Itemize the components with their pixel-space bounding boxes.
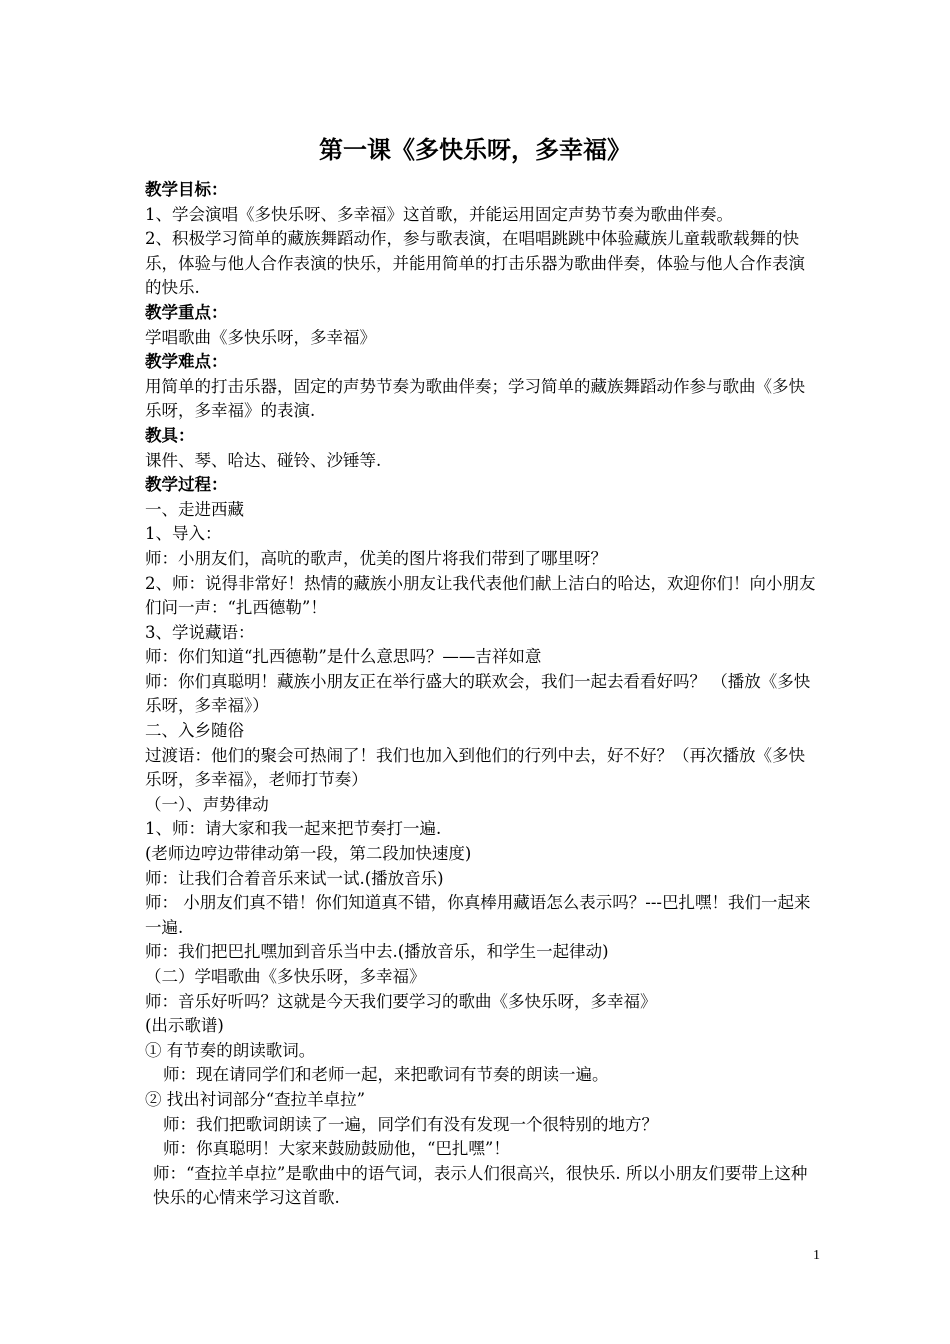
goal-2: 2、积极学习简单的藏族舞蹈动作，参与歌表演，在唱唱跳跳中体验藏族儿童载歌载舞的快乐，体验与他人合作表演的快乐，并能用简单的打击乐器为歌曲伴奏，体验与他人合作表演的快乐. (145, 229, 805, 298)
process-line: (老师边哼边带律动第一段，第二段加快速度) (145, 844, 472, 864)
process-line: 1、导入： (145, 524, 222, 544)
process-line: 师：你真聪明！大家来鼓励鼓励他，“巴扎嘿”！ (163, 1139, 510, 1159)
process-line: 3、学说藏语： (145, 622, 255, 642)
process-line: （二）学唱歌曲《多快乐呀，多幸福》 (145, 967, 426, 986)
process-line: 师：“查拉羊卓拉”是歌曲中的语气词，表示人们很高兴，很快乐. 所以小朋友们要带上这种快乐的心情来学习这首歌. (153, 1163, 808, 1208)
process-line: ① 有节奏的朗读歌词。 (145, 1040, 316, 1060)
tools-heading: 教具： (145, 425, 195, 445)
process-line: （一）、声势律动 (145, 794, 269, 814)
process-line: 师：小朋友们，高吭的歌声，优美的图片将我们带到了哪里呀？ (145, 548, 607, 568)
process-line: 师：你们真聪明！藏族小朋友正在举行盛大的联欢会，我们一起去看看好吗？ （播放《多快乐呀，多幸福》） (145, 671, 811, 716)
process-line: 2、师：说得非常好！热情的藏族小朋友让我代表他们献上洁白的哈达，欢迎你们！向小朋友们问一声：“扎西德勒”！ (145, 573, 816, 618)
goals-heading: 教学目标： (145, 180, 228, 199)
process-line: 师：音乐好听吗？这就是今天我们要学习的歌曲《多快乐呀，多幸福》 (145, 991, 657, 1011)
focus-heading: 教学重点： (145, 302, 228, 322)
process-line: 一、走进西藏 (145, 499, 244, 519)
process-line: (出示歌谱) (145, 1016, 224, 1036)
process-heading: 教学过程： (145, 475, 228, 495)
goal-1: 1、学会演唱《多快乐呀、多幸福》这首歌，并能运用固定声势节奏为歌曲伴奏。 (145, 204, 733, 224)
difficulty-text: 用简单的打击乐器，固定的声势节奏为歌曲伴奏；学习简单的藏族舞蹈动作参与歌曲《多快乐呀，多幸福》的表演. (145, 376, 805, 421)
process-line: 师：现在请同学们和老师一起，来把歌词有节奏的朗读一遍。 (163, 1065, 609, 1085)
page-number: 1 (813, 1248, 820, 1263)
process-line: 师： 小朋友们真不错！你们知道真不错，你真棒用藏语怎么表示吗？---巴扎嘿！我们一起来一遍. (145, 893, 811, 937)
process-line: 二、入乡随俗 (145, 721, 244, 741)
process-line: 师：我们把歌词朗读了一遍，同学们有没有发现一个很特别的地方？ (163, 1114, 658, 1134)
process-line: 1、师：请大家和我一起来把节奏打一遍. (145, 819, 442, 839)
process-line: ② 找出衬词部分“查拉羊卓拉” (145, 1089, 366, 1109)
focus-text: 学唱歌曲《多快乐呀，多幸福》 (145, 327, 376, 347)
difficulty-heading: 教学难点： (145, 352, 228, 372)
process-line: 过渡语：他们的聚会可热闹了！我们也加入到他们的行列中去，好不好？（再次播放《多快乐呀，多幸福》，老师打节奏） (145, 745, 805, 790)
tools-text: 课件、琴、哈达、碰铃、沙锤等. (145, 450, 382, 470)
page-title: 第一课《多快乐呀，多幸福》 (319, 136, 631, 164)
document-body (145, 178, 817, 1211)
process-line: 师：让我们合着音乐来试一试.(播放音乐) (145, 868, 444, 888)
process-line: 师：你们知道“扎西德勒”是什么意思吗？——吉祥如意 (145, 647, 542, 667)
process-line: 师：我们把巴扎嘿加到音乐当中去.(播放音乐，和学生一起律动) (145, 942, 609, 962)
